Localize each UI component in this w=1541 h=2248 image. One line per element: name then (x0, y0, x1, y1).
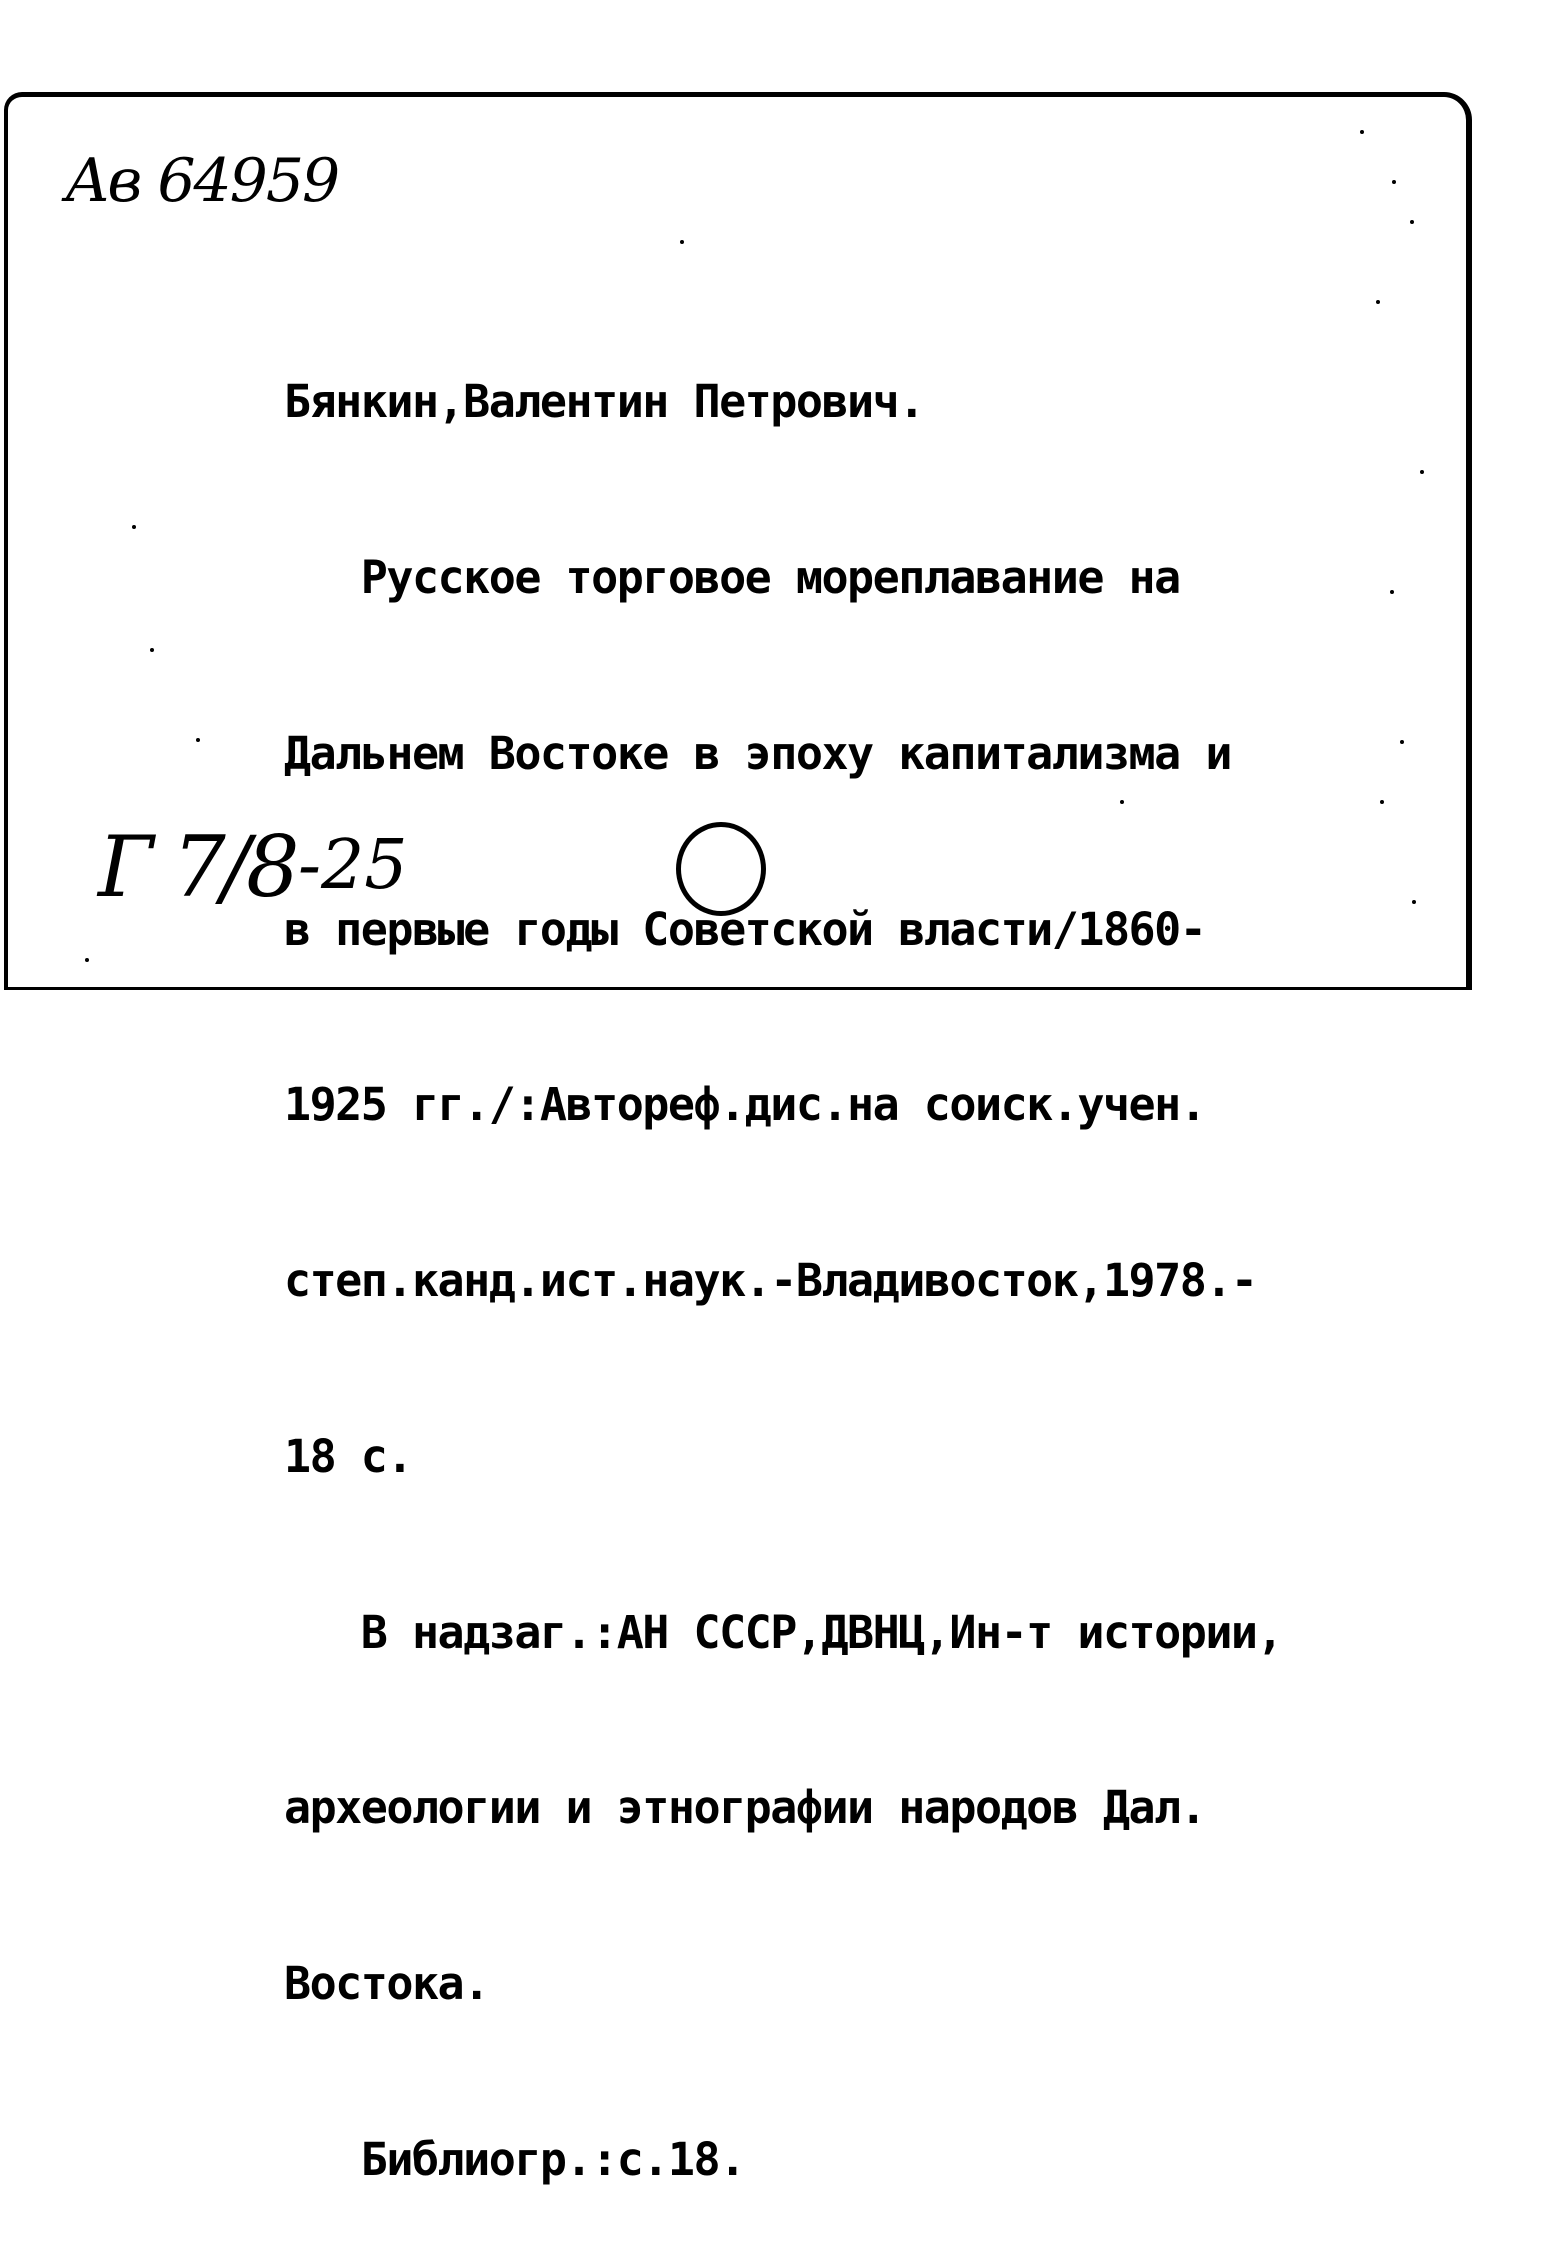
shelfmark-suffix: -25 (298, 826, 408, 905)
typed-entry (284, 256, 1282, 2248)
speck (680, 240, 684, 244)
note-line-2: археологии и этнографии народов Дал. (284, 1781, 1206, 1835)
title-line-4: 1925 гг./:Автореф.дис.на соиск.учен. (284, 1078, 1206, 1132)
bibliography-line: Библиогр.:с.18. (284, 2133, 745, 2186)
speck (1400, 740, 1404, 744)
shelfmark-prefix: Г 7/8 (98, 818, 296, 916)
title-line-2: Дальнем Востоке в эпоху капитализма и (284, 726, 1231, 780)
title-line-5: степ.канд.ист.наук.-Владивосток,1978.- (284, 1254, 1257, 1308)
accession-number: Aв 64959 (66, 146, 339, 216)
speck (1120, 800, 1124, 804)
speck (132, 525, 136, 529)
speck (1412, 900, 1416, 904)
title-line-1: Русское торговое мореплавание на (284, 550, 1180, 604)
speck (1392, 180, 1396, 184)
author-line: Бянкин,Валентин Петрович. (284, 375, 924, 429)
speck (1390, 590, 1394, 594)
pages-line: 18 с. (284, 1429, 412, 1483)
speck (196, 738, 200, 742)
speck (150, 648, 154, 652)
speck (85, 958, 89, 962)
card-punch-hole (676, 822, 766, 916)
speck (1360, 130, 1364, 134)
note-line-3: Востока. (284, 1957, 489, 2011)
title-line-3: в первые годы Советской власти/1860- (284, 902, 1206, 956)
speck (1380, 800, 1384, 804)
speck (1420, 470, 1424, 474)
speck (1410, 220, 1414, 224)
speck (1376, 300, 1380, 304)
note-line-1: В надзаг.:АН СССР,ДВНЦ,Ин-т истории, (284, 1605, 1283, 1659)
